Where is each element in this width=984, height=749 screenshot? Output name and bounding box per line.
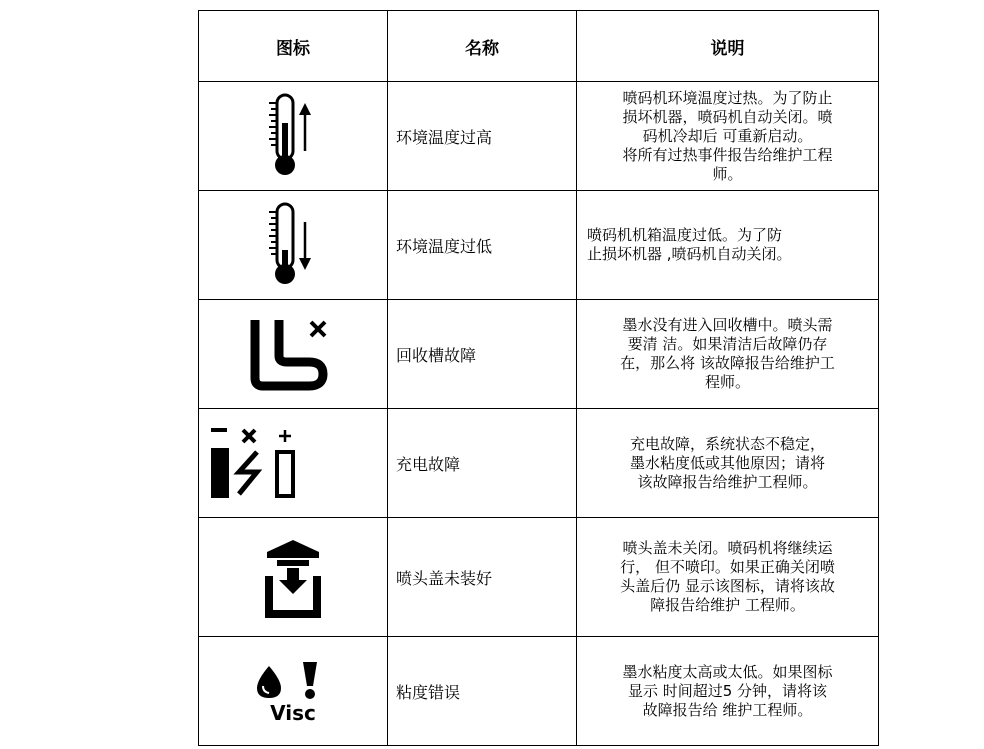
table-row bbox=[199, 82, 879, 191]
table-row bbox=[199, 191, 879, 300]
row-description: 喷码机环境温度过热。为了防止 损坏机器，喷码机自动关闭。喷 码机冷却后 可重新启动。 将所有过热事件报告给维护工程 师。 bbox=[622, 88, 833, 183]
row-name: 喷头盖未装好 bbox=[388, 518, 577, 637]
row-name: 环境温度过低 bbox=[388, 191, 577, 300]
alarm-icon-table bbox=[198, 10, 879, 746]
printhead-cover-icon bbox=[263, 536, 323, 618]
table-row bbox=[199, 300, 879, 409]
row-description: 充电故障，系统状态不稳定， 墨水粘度低或其他原因；请将 该故障报告给维护工程师。 bbox=[629, 434, 825, 491]
row-description: 墨水没有进入回收槽中。喷头需 要清 洁。如果清洁后故障仍存 在，那么将 该故障报告给维护工 程师。 bbox=[620, 316, 835, 391]
visc-label: Visc bbox=[270, 701, 316, 725]
row-description: 墨水粘度太高或太低。如果图标 显示 时间超过5 分钟，请将该 故障报告给 维护工程师。 bbox=[622, 662, 833, 719]
table-row bbox=[199, 637, 879, 746]
charge-fault-icon bbox=[209, 426, 301, 500]
table-header-row bbox=[199, 11, 879, 82]
row-name: 回收槽故障 bbox=[388, 300, 577, 409]
table-row bbox=[199, 409, 879, 518]
row-name: 充电故障 bbox=[388, 409, 577, 518]
gutter-fault-icon bbox=[247, 316, 339, 392]
row-name: 粘度错误 bbox=[388, 637, 577, 746]
row-description: 喷码机机箱温度过低。为了防 止损坏机器 ,喷码机自动关闭。 bbox=[587, 226, 792, 263]
row-name: 环境温度过高 bbox=[388, 82, 577, 191]
header-description: 说明 bbox=[577, 11, 879, 82]
thermometer-high-icon bbox=[267, 93, 319, 179]
header-icon: 图标 bbox=[199, 11, 388, 82]
thermometer-low-icon bbox=[267, 202, 319, 288]
row-description: 喷头盖未关闭。喷码机将继续运 行， 但不喷印。如果正确关闭喷 头盖后仍 显示该图标，请将该故 障报告给维护 工程师。 bbox=[620, 539, 835, 614]
table-row bbox=[199, 518, 879, 637]
viscosity-error-icon bbox=[251, 656, 335, 726]
header-name: 名称 bbox=[388, 11, 577, 82]
